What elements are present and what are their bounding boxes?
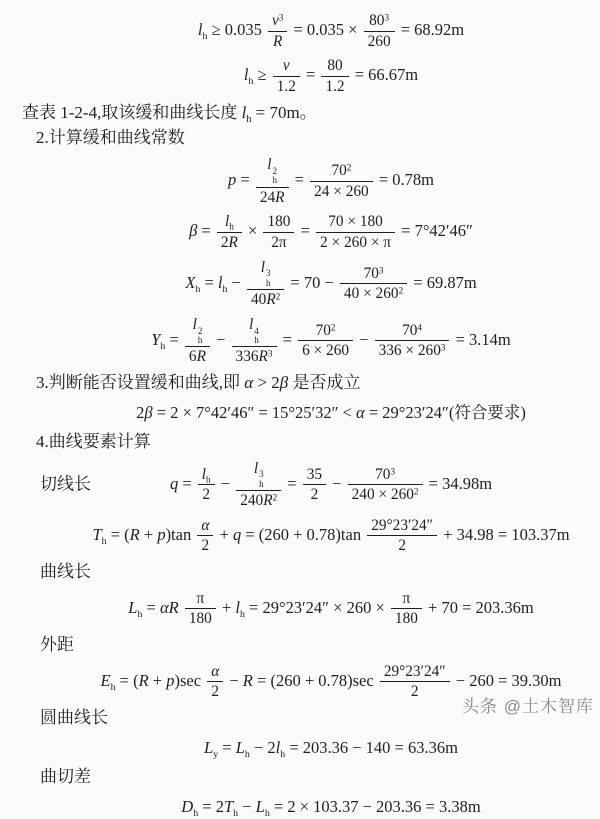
math-variable: R [196, 348, 206, 366]
math-text: = [218, 737, 236, 757]
fraction: $\frac{l_h}{2}$ [198, 466, 215, 504]
math-text: π [196, 589, 205, 607]
math-text: = [178, 473, 196, 493]
quantity-label [0, 562, 600, 583]
math-text: 240 × 260 [351, 486, 414, 504]
math-text: 是否成立 [288, 372, 361, 392]
math-text: − [225, 670, 243, 690]
math-variable: T [223, 796, 234, 816]
math-text: = [200, 272, 218, 292]
quantity-label: 切线长 [40, 474, 91, 494]
math-text: − [328, 473, 346, 493]
math-variable: β [189, 221, 198, 241]
math-variable: R [138, 670, 149, 690]
math-variable: α [211, 662, 220, 680]
math-text: − [211, 329, 230, 349]
math-text: = 66.67m [350, 65, 419, 85]
math-text: + [217, 597, 236, 617]
math-variable: l [243, 65, 249, 85]
formula-line [0, 156, 600, 206]
formula-line [0, 213, 600, 251]
math-text: 6 × 260 [302, 342, 350, 360]
math-text: 6 [188, 348, 197, 366]
math-text: 40 [251, 291, 267, 309]
math-variable: q [169, 473, 179, 493]
math-text: 29°23′24″ [371, 516, 434, 534]
fraction [316, 213, 395, 251]
fraction [391, 590, 422, 628]
math-text: 180 [394, 610, 418, 628]
fraction [380, 663, 450, 701]
label-text: 圆曲线长 [40, 708, 108, 728]
math-variable: X [185, 272, 196, 292]
fraction [303, 466, 326, 504]
math-variable: T [92, 524, 102, 544]
math-variable: l [241, 102, 247, 122]
math-text: − [216, 473, 235, 493]
math-text: = (260 + 0.78)tan [241, 524, 366, 544]
math-variable: l [217, 272, 223, 292]
fraction [263, 213, 294, 251]
sub-sup-stack: 2 h [272, 165, 278, 186]
math-variable: q [232, 524, 242, 544]
math-text: + [215, 524, 233, 544]
math-text: 70 [331, 162, 347, 179]
math-text: 180 [267, 213, 291, 231]
math-text: = 2 × 7°42′46″ = 15°25′32″ < [152, 402, 357, 422]
math-text: ≥ 0.035 [207, 19, 266, 39]
math-text: 3.判断能否设置缓和曲线,即 [36, 372, 245, 392]
label-text: 曲线长 [40, 562, 91, 582]
sub-sup-stack: 3 h [266, 268, 271, 288]
math-text: = (260 + 0.78)sec [252, 670, 378, 690]
math-text: = 3.14m [451, 329, 511, 349]
formula-line: $X_h = l_h$ − l 3 h $40R^2$ = 70 − $\frac{70^3}{40 \times 260^2}$ = 69.87m [185, 258, 477, 309]
math-text: = 2 [198, 796, 224, 816]
math-variable: l [253, 459, 259, 477]
math-variable: R [275, 188, 285, 206]
math-text: 2 [398, 537, 406, 555]
fraction [185, 590, 216, 628]
math-variable: R [258, 348, 268, 366]
math-variable: l [197, 19, 203, 39]
math-text: 35 [306, 465, 323, 483]
math-text: = ( [115, 670, 139, 690]
math-variable: v [282, 57, 290, 75]
quantity-label [0, 767, 600, 788]
math-variable: E [100, 670, 111, 690]
formula-line: $l_h \ge 0.035$ $\frac{v^3}{R}$ = 0.035 × $\frac{80^3}{260}$ = 68.92m [197, 12, 465, 50]
math-text: − [355, 329, 373, 349]
math-variable: Y [151, 329, 161, 349]
math-variable: R [129, 524, 140, 544]
math-text: = 2 × 103.37 − 203.36 = 3.38m [269, 796, 481, 816]
fraction: $\frac{v^3}{R}$ [268, 12, 287, 50]
math-variable: α [201, 516, 210, 534]
paragraph: 查表 1-2-4,取该缓和曲线长度 $l_h = 70m$。 [22, 102, 317, 125]
fraction [207, 663, 223, 701]
math-text: = 70 − [286, 272, 338, 292]
math-text: − [238, 796, 256, 816]
math-text: = [301, 65, 320, 85]
fraction: $\frac{70^4}{336 \times 260^3}$ [375, 322, 450, 360]
math-text: = [278, 329, 297, 349]
math-text: 2 [211, 683, 220, 701]
math-variable: L [255, 796, 265, 816]
math-text: ≥ [253, 65, 271, 85]
math-variable: p [228, 169, 237, 189]
math-variable: β [279, 372, 289, 392]
math-variable: R [272, 32, 283, 50]
section-heading [0, 432, 600, 453]
math-variable: l [201, 465, 207, 483]
math-text: = [165, 329, 183, 349]
math-variable: p [157, 524, 166, 544]
math-text: + 34.98 = 103.37m [439, 524, 570, 544]
math-text: = 68.92m [396, 19, 465, 39]
math-text: = ( [106, 524, 130, 544]
math-variable: l [275, 737, 281, 757]
fraction [321, 57, 348, 95]
math-text: = [296, 221, 315, 241]
math-text: 2π [271, 233, 287, 251]
math-variable: αR [159, 597, 179, 617]
math-text: = [236, 169, 254, 189]
math-text: − 2 [249, 737, 276, 757]
math-text: = [290, 169, 309, 189]
fraction: $\frac{80^3}{260}$ [364, 12, 395, 50]
math-text: 2 [202, 486, 211, 504]
math-text: − [227, 272, 245, 292]
math-text: 70 [363, 264, 379, 282]
math-text: 2 [201, 537, 210, 555]
math-text: 260 [367, 32, 391, 50]
label-text: 外距 [40, 635, 74, 655]
math-text [179, 598, 183, 617]
math-text: 2 [310, 486, 319, 504]
math-text: 70 × 180 [328, 213, 383, 231]
math-text: 2 [410, 683, 419, 701]
math-text: > 2 [253, 372, 280, 392]
math-text: 80 [327, 57, 343, 75]
math-variable: v [271, 12, 279, 29]
fraction: l 3 h $240R^2$ [236, 460, 281, 510]
math-text: 4.曲线要素计算 [36, 431, 151, 451]
fraction: $\frac{l_h}{2R}$ [217, 213, 242, 251]
math-text: 80 [369, 12, 385, 29]
math-text: = 29°23′24″(符合要求) [364, 402, 526, 422]
math-variable: l [267, 156, 272, 174]
math-text: − 260 = 39.30m [451, 670, 562, 690]
math-text: 336 [235, 348, 259, 366]
math-text: 70 [375, 465, 391, 483]
fraction [273, 57, 300, 95]
math-variable: R [266, 291, 276, 309]
math-text: 24 × 260 [314, 182, 369, 200]
math-variable: α [356, 402, 365, 422]
fraction: $\frac{70^3}{40 \times 260^2}$ [340, 265, 407, 303]
math-variable: L [128, 597, 138, 617]
math-text: 336 × 260 [378, 342, 441, 360]
math-variable: l [260, 258, 266, 276]
math-text: = 0.78m [374, 169, 434, 189]
fraction [256, 156, 289, 206]
math-text: 180 [188, 610, 212, 628]
formula-line: $D_h = 2T_h - L_h = 2 \times 103.37 - 203.36 = 3.38m$ [181, 796, 481, 819]
math-text: 2.计算缓和曲线常数 [36, 128, 185, 148]
math-text: 70 [402, 321, 418, 339]
math-text: 2 [136, 402, 145, 422]
math-text: 2 [220, 233, 229, 251]
fraction [367, 517, 437, 555]
math-text: 70 [315, 321, 331, 339]
math-variable: l [224, 213, 230, 231]
math-variable: p [166, 670, 175, 690]
math-variable: l [192, 315, 197, 333]
math-text: 240 [240, 492, 264, 510]
watermark: 头条 @土木智库 [462, 697, 594, 716]
math-text: + [139, 524, 158, 544]
section-heading [0, 128, 600, 149]
fraction: $\frac{70^2}{6 \times 260}$ [298, 322, 353, 360]
formula-line: $L_y = L_h - 2l_h = 203.36 - 140 = 63.36m$ [204, 737, 458, 760]
fraction: l 4 h $336R^3$ [232, 316, 277, 366]
math-text: π [402, 589, 411, 607]
formula-line [0, 403, 600, 423]
labeled-formula-line [0, 460, 600, 510]
math-text: 查表 1-2-4,取该缓和曲线长度 [22, 102, 242, 122]
math-text: 24 [259, 188, 276, 206]
formula-line: $L_h = \alpha R$ $\frac{\pi}{180}$ + $l_h = 29^\circ 23'24'' \times 260$ × $\frac{\pi}{180}$ + 70 = 203.36m [128, 589, 534, 628]
math-text: = 203.36 − 140 = 63.36m [285, 737, 458, 757]
math-text: 29°23′24″ [383, 662, 446, 680]
math-text: 1.2 [276, 77, 296, 95]
math-text: = [283, 473, 301, 493]
math-variable: l [249, 315, 254, 333]
math-variable: L [204, 737, 214, 757]
math-text: + [148, 670, 167, 690]
fraction [185, 316, 210, 366]
math-text: + 70 = 203.36m [423, 597, 534, 617]
sub-sup-stack: 3 h [259, 469, 264, 489]
math-text: )sec [174, 670, 206, 690]
math-variable: R [263, 492, 273, 510]
fraction: l 3 h $40R^2$ [247, 259, 284, 309]
math-text: = 69.87m [409, 272, 477, 292]
formula-line: $l_h$ ≥ $\frac{v}{1.2}$ = $\frac{80}{1.2}$ = 66.67m [243, 57, 419, 95]
math-text: = 34.98m [424, 473, 493, 493]
math-variable: l [235, 597, 240, 617]
math-text: )tan [165, 524, 196, 544]
label-text: 曲切差 [40, 766, 91, 786]
formula-line: $E_h = (R + p)\sec$ $\frac{\alpha}{2}$ − R = (260 + 0.78)sec $\frac{29^\circ 23'24''}{2}$ − 260 = 39.30m [100, 662, 562, 701]
math-variable: L [235, 737, 245, 757]
math-text: = 7°42′46″ [397, 221, 473, 241]
math-text: = 70m。 [251, 102, 317, 122]
sub-sup-stack: 2 h [197, 325, 203, 345]
math-text: = 29°23′24″ × 260 × [244, 597, 389, 617]
math-text: 1.2 [325, 77, 345, 95]
formula-line: $T_h = (R + p)\tan$ $\frac{\alpha}{2}$ + q = (260 + 0.78)tan $\frac{29^\circ 23'24''}{2}$ + 34.98 = 103.37m [92, 516, 570, 555]
sub-sup-stack: 4 h [254, 325, 259, 345]
math-variable: R [228, 233, 238, 251]
fraction [197, 517, 213, 555]
math-text: 2 × 260 × π [320, 233, 392, 251]
math-text: 40 × 260 [343, 285, 399, 303]
math-variable: α [244, 372, 254, 392]
math-text: = [197, 221, 215, 241]
section-heading [0, 373, 600, 394]
math-variable: R [242, 670, 253, 690]
formula-line: $Y_h$ = l 2 h 6R − l 4 h $336R^3$ = $\frac{70^2}{6 \times 260}$ − $\frac{70^4}{336 \times 260^3}$ = 3.14m [151, 315, 511, 366]
math-variable: β [144, 402, 153, 422]
math-text: = [142, 597, 160, 617]
math-text: = 0.035 × [289, 19, 362, 39]
quantity-label [0, 635, 600, 656]
fraction: $\frac{70^3}{240 \times 260^2}$ [348, 466, 423, 504]
fraction: $\frac{70^2}{24 \times 260}$ [310, 162, 373, 200]
math-text: × [243, 221, 262, 241]
math-variable: D [181, 796, 194, 816]
